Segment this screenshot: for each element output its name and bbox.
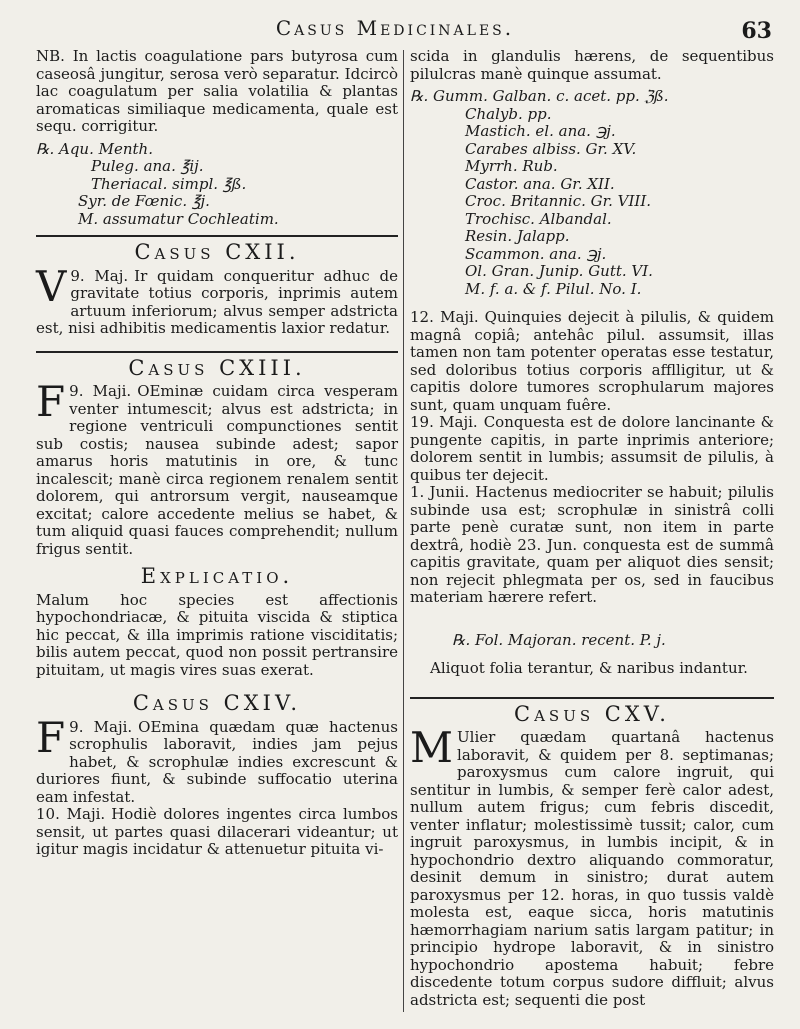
entry-1-junii <box>410 484 774 607</box>
entry-body: Conquesta est de dolore lancinante & pungente capitis, in parte inprimis anteriore; dolorem sentit in lumbis; assumsit de pilulis, à quibus ter dejecit. <box>410 413 774 484</box>
recipe-line: Mastich. el. ana. ℈j. <box>465 122 616 140</box>
recipe-line: Puleg. ana. ℥ij. <box>91 157 204 175</box>
recipe-line: Resin. Jalapp. <box>465 227 570 245</box>
page-number: 63 <box>741 18 772 44</box>
recipe-line: Myrrh. Rub. <box>465 157 558 175</box>
entry-body: Quinquies dejecit à pilulis, & quidem magnâ copiâ; antehâc pilul. assumsit, illas tamen non tam potenter operatas esse testatur, sed doloribus totius corporis afflligitur, ut & capitis dolore tumores scrophularum majores sunt, quam unquam fuêre. <box>410 308 774 414</box>
drop-cap: F <box>36 377 66 426</box>
case-112-heading: Casus CXII. <box>134 240 300 264</box>
case-date: 1. Junii. <box>410 483 470 501</box>
recipe-line: Chalyb. pp. <box>465 104 552 123</box>
case-112-text <box>36 261 398 338</box>
column-divider <box>403 50 404 1012</box>
recipe-line: M. f. a. & f. Pilul. No. I. <box>465 279 642 298</box>
case-date: 19. Maji. <box>410 413 478 431</box>
entry-body: Hactenus mediocriter se habuit; pilulis subinde usa est; scrophulæ in sinistrâ colli parte penè curatæ sunt, non item in parte dextrâ, hodiè 23. Jun. conquesta est de summâ capitis gravitate, quam per aliquot dies sensit; non rejecit phlegmata per os, sed in faucibus materiam hærere refert. <box>410 483 774 606</box>
case-date: 12. Maji. <box>410 308 479 326</box>
running-title: Casus Medicinales. <box>275 16 515 40</box>
case-date: 9. Maji. <box>69 382 132 400</box>
left-column <box>36 48 398 859</box>
case-body: Hodiè dolores ingentes circa lumbos sensit, ut partes quasi dilacerari videantur; ut igitur magis incidatur & attenuetur pituita vi- <box>36 805 398 858</box>
drop-cap: V <box>36 261 67 311</box>
case-body: OEminæ cuidam circa vesperam venter intumescit; alvus est adstricta; in regione ventriculi compunctiones sentit sub costis; nausea subinde adest; sapor amarus horis matutinis in ore, & tunc incalescit; manè circa regionem renalem sentit dolorem, qui antrorsum vergit, nauseamque excitat; calore accedente melius se habet, & tum aliquid quasi fauces comprehendit; nullum frigus sentit. <box>36 382 398 558</box>
case-date: 9. Maji. <box>69 717 133 736</box>
entry-12-maji <box>410 309 774 414</box>
recipe-2 <box>410 88 774 298</box>
case-body: Ir quidam conqueritur adhuc de gravitate totius corporis, inprimis autem artuum inferiorum; alvus semper adstricta est, nisi adhibitis medicamentis laxior redatur. <box>36 266 398 337</box>
continuation-text: scida in glandulis hærens, de sequentibus pilulcras manè quinque assumat. <box>410 47 774 83</box>
case-115-heading: Casus CXV. <box>514 701 670 726</box>
right-column <box>410 48 774 1009</box>
drop-cap: M <box>410 723 454 772</box>
recipe-line: Syr. de Fœnic. ℥j. <box>78 192 210 210</box>
recipe-line: Castor. ana. Gr. XII. <box>465 174 615 193</box>
recipe-line: ℞. Gumm. Galban. c. acet. pp. ℨß. <box>410 87 669 105</box>
case-115-text <box>410 723 774 1009</box>
recipe-line: Ol. Gran. Junip. Gutt. VI. <box>465 262 653 280</box>
recipe-line: M. assumatur Cochleatim. <box>78 209 279 228</box>
explicatio-heading: Explicatio. <box>140 564 294 588</box>
explicatio-text: Malum hoc species est affectionis hypochondriacæ, & pituita viscida & stiptica hic peccat, & illa imprimis ratione visciditatis; bilis autem peccat, quod non possit pertransire pituitam, ut magis vires suas exerat. <box>36 590 398 679</box>
recipe-line: ℞. Aqu. Menth. <box>36 139 153 158</box>
recipe-line: Theriacal. simpl. ℥ß. <box>91 174 247 193</box>
recipe-3 <box>410 632 774 650</box>
recipe-1 <box>36 141 398 229</box>
section-rule <box>36 235 398 237</box>
recipe-line: Croc. Britannic. Gr. VIII. <box>465 192 652 210</box>
case-113-text <box>36 377 398 558</box>
case-body: OEmina quædam quæ hactenus scrophulis laboravit, indies jam pejus habet, & scrophulæ indies excrescunt & duriores fiunt, & subinde suffocatio uterina eam infestat. <box>36 717 398 806</box>
nb-paragraph: NB. In lactis coagulatione pars butyrosa cum caseosâ jungitur, serosa verò separatur. Idcircò lac coagulatum per salia volatilia & plantas aromaticas similiaque medicamenta, quale est sequ. corrigitur. <box>36 47 398 135</box>
running-head <box>0 14 800 44</box>
recipe-line: Carabes albiss. Gr. XV. <box>465 139 637 158</box>
case-body: Ulier quædam quartanâ hactenus laboravit, & quidem per 8. septimanas; paroxysmus cum calore ingruit, qui sentitur in lumbis, & semper ferè calor adest, nullum autem frigus; cum febris discedit, venter inflatur; molestissimè tussit; calor, cum ingruit paroxysmus, in lumbis incipit, & in hypochondrio dextro aliquando commoratur, desinit demum in sinistro; durat autem paroxysmus per 12. horas, in quo tussis valdè molesta est, eaque sicca, horis matutinis hæmorrhagiam narium satis largam patitur; in principio hydrope laboravit, & in sinistro hypochondrio apostema habuit; febre discedente totum corpus sudore diffluit; alvus adstricta est; sequenti die post <box>410 728 774 1009</box>
case-date: 9. Maj. <box>70 266 129 285</box>
folia-instruction: Aliquot folia terantur, & naribus indantur. <box>430 659 748 677</box>
case-114-followup <box>36 806 398 859</box>
case-date: 10. Maji. <box>36 805 106 823</box>
recipe-line: ℞. Fol. Majoran. recent. P. j. <box>452 630 666 649</box>
section-rule <box>36 351 398 353</box>
case-113-heading: Casus CXIII. <box>128 355 306 380</box>
case-114-heading: Casus CXIV. <box>132 691 302 715</box>
recipe-line: Trochisc. Albandal. <box>465 209 612 228</box>
case-114-text <box>36 712 398 807</box>
recipe-line: Scammon. ana. ℈j. <box>465 244 607 263</box>
drop-cap: F <box>36 712 66 762</box>
entry-19-maji <box>410 414 774 484</box>
section-rule <box>410 697 774 699</box>
